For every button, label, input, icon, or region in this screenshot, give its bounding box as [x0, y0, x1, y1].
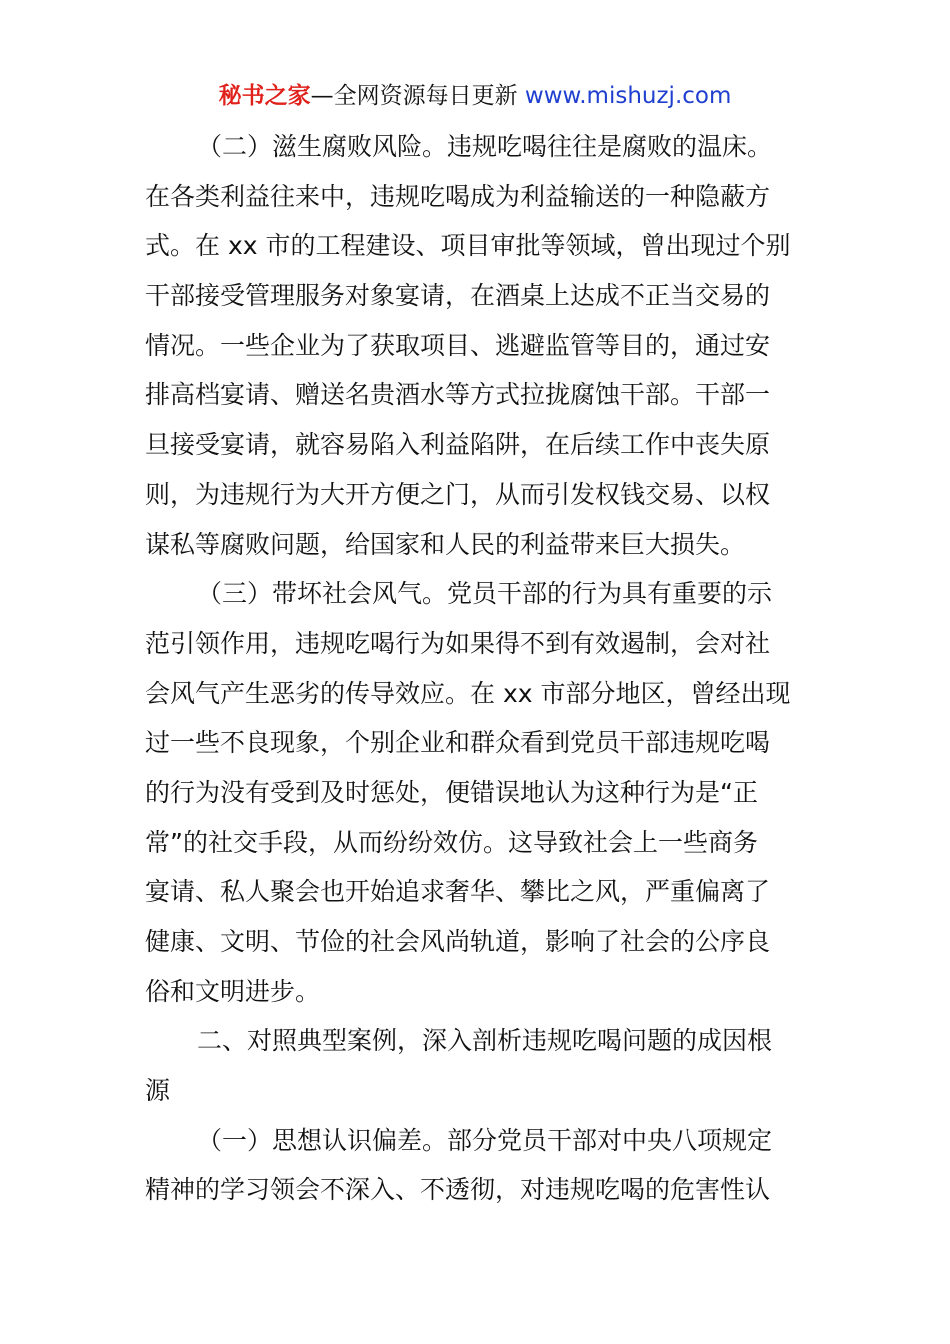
- text-line: （一）思想认识偏差。部分党员干部对中央八项规定: [197, 1125, 773, 1155]
- section-heading-line: 二、对照典型案例，深入剖析违规吃喝问题的成因根: [197, 1026, 773, 1056]
- text-line: 旦接受宴请，就容易陷入利益陷阱，在后续工作中丧失原: [145, 430, 771, 460]
- text-line: 则，为违规行为大开方便之门，从而引发权钱交易、以权: [145, 479, 771, 509]
- text-line: （三）带坏社会风气。党员干部的行为具有重要的示: [197, 579, 773, 609]
- text-line: 式。在 xx 市的工程建设、项目审批等领域，曾出现过个别: [145, 231, 791, 261]
- text-line: （二）滋生腐败风险。违规吃喝往往是腐败的温床。: [197, 132, 773, 161]
- text-line: 会风气产生恶劣的传导效应。在 xx 市部分地区，曾经出现: [145, 678, 791, 708]
- brand-name: 秘书之家: [218, 83, 311, 109]
- text-line: 精神的学习领会不深入、不透彻，对违规吃喝的危害性认: [145, 1175, 771, 1205]
- text-line: 过一些不良现象，个别企业和群众看到党员干部违规吃喝: [145, 728, 771, 758]
- section-heading-line: 源: [145, 1076, 171, 1106]
- text-line: 的行为没有受到及时惩处，便错误地认为这种行为是“正: [145, 777, 758, 807]
- site-header: [0, 80, 950, 112]
- document-body: [145, 122, 807, 1215]
- site-url[interactable]: www.mishuzj.com: [524, 83, 732, 109]
- text-line: 健康、文明、节俭的社会风尚轨道，影响了社会的公序良: [145, 927, 771, 956]
- text-line: 在各类利益往来中，违规吃喝成为利益输送的一种隐蔽方: [145, 181, 771, 211]
- text-line: 俗和文明进步。: [145, 976, 321, 1006]
- text-line: 宴请、私人聚会也开始追求奢华、攀比之风，严重偏离了: [145, 877, 771, 907]
- text-line: 谋私等腐败问题，给国家和人民的利益带来巨大损失。: [145, 529, 746, 559]
- text-line: 范引领作用，违规吃喝行为如果得不到有效遏制，会对社: [145, 628, 771, 658]
- text-line: 情况。一些企业为了获取项目、逃避监管等目的，通过安: [145, 330, 771, 360]
- text-line: 排高档宴请、赠送名贵酒水等方式拉拢腐蚀干部。干部一: [145, 380, 771, 410]
- text-line: 常”的社交手段，从而纷纷效仿。这导致社会上一些商务: [145, 827, 758, 857]
- header-tagline: —全网资源每日更新: [310, 83, 525, 109]
- text-line: 干部接受管理服务对象宴请，在酒桌上达成不正当交易的: [145, 281, 771, 311]
